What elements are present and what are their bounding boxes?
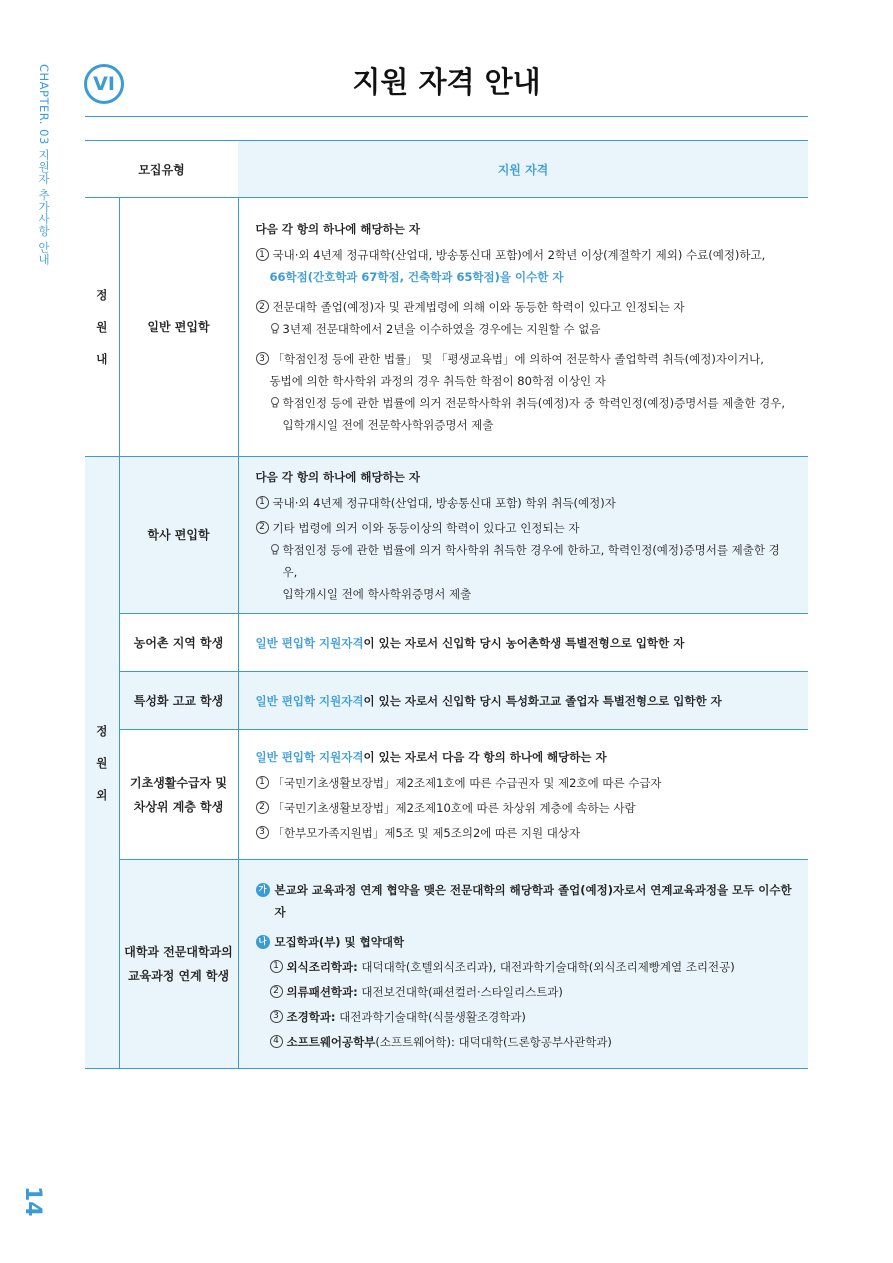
item-text: 「한부모가족지원법」제5조 및 제5조의2에 따른 지원 대상자 [272,825,581,840]
chapter-side-label: CHAPTER. 03 지원자 추가사항 안내 [37,64,51,266]
note [256,392,793,414]
qualification-general [238,198,808,457]
item-text: 국내·외 4년제 정규대학(산업대, 방송통신대 포함) 학위 취득(예정)자 [272,495,616,510]
qualification-highlight: 일반 편입학 지원자격 [255,693,364,708]
table-row-bachelor [85,457,808,614]
number-circle-icon: 1 [256,248,269,261]
type-line: 대학과 전문대학과의 [124,945,233,959]
department-desc: 대전보건대학(패션컬러·스타일리스트과) [357,984,563,999]
number-circle-icon: 4 [270,1035,283,1048]
note-text: 학점인정 등에 관한 법률에 의거 학사학위 취득한 경우에 한하고, 학력인정(예정)증명서를 제출한 경우, [282,542,780,579]
note [256,539,793,583]
item-text: 「국민기초생활보장법」제2조제10호에 따른 차상위 계층에 속하는 사람 [272,800,636,815]
list-item [256,296,793,318]
department-desc: (소프트웨어학): 대덕대학(드론항공부사관학과) [375,1034,612,1049]
item-text: 모집학과(부) 및 협약대학 [274,934,405,949]
qualification-table [85,140,808,1069]
item-text: 「학점인정 등에 관한 법률」 및 「평생교육법」에 의하여 전문학사 졸업학력 취득(예정)자이거나, [272,352,764,366]
item-continuation: 동법에 의한 학사학위 과정의 경우 취득한 학점이 80학점 이상인 자 [269,374,606,388]
page-title: 지원 자격 안내 [352,65,541,99]
department-desc: 대전과학기술대학(식물생활조경학과) [335,1009,526,1024]
lightbulb-icon [270,397,280,408]
category-char: 외 [96,787,108,802]
table-row-special [85,672,808,730]
qualification-basic [238,730,808,860]
category-char: 원 [96,320,108,334]
note-continuation: 입학개시일 전에 전문학사학위증명서 제출 [282,418,494,432]
number-circle-icon: 3 [256,826,269,839]
qualification-linked [238,860,808,1069]
department-desc: 대덕대학(호텔외식조리과), 대전과학기술대학(외식조리제빵계열 조리전공) [357,959,735,974]
item-highlight: 66학점(간호학과 67학점, 건축학과 65학점)을 이수한 자 [269,270,564,284]
list-item [256,822,793,844]
item-text: 본교와 교육과정 연계 협약을 맺은 전문대학의 해당학과 졸업(예정)자로서 연계교육과정을 모두 이수한 자 [274,882,792,919]
list-item [256,797,793,819]
department-name: 소프트웨어공학부 [286,1034,376,1049]
number-circle-icon: 2 [256,300,269,313]
qualification-special [238,672,808,730]
number-circle-icon: 1 [256,496,269,509]
type-general: 일반 편입학 [119,198,238,457]
category-inside [85,198,119,457]
number-circle-icon: 3 [256,352,269,365]
list-item [256,879,793,923]
letter-circle-icon: 나 [256,935,270,949]
qualification-text: 이 있는 자로서 신입학 당시 특성화고교 졸업자 특별전형으로 입학한 자 [363,693,722,708]
item-text: 전문대학 졸업(예정)자 및 관계법령에 의해 이와 동등한 학력이 있다고 인정되는 자 [272,300,685,314]
table-row-rural [85,614,808,672]
type-line: 차상위 계층 학생 [133,799,224,814]
header-type: 모집유형 [85,141,238,198]
type-bachelor: 학사 편입학 [119,457,238,614]
type-basic [119,730,238,860]
table-header-row [85,141,808,198]
qualification-bachelor [238,457,808,614]
title-divider [85,116,808,117]
type-rural: 농어촌 지역 학생 [119,614,238,672]
category-char: 정 [96,288,108,302]
list-item [256,517,793,539]
category-char: 원 [96,755,108,770]
type-line: 기초생활수급자 및 [130,775,227,790]
department-name: 조경학과: [286,1009,336,1024]
list-item [256,492,793,514]
lightbulb-icon [270,323,280,334]
qualification-text: 이 있는 자로서 다음 각 항의 하나에 해당하는 자 [363,749,607,764]
letter-circle-icon: 가 [256,883,270,897]
qualification-highlight: 일반 편입학 지원자격 [255,749,364,764]
list-item [256,931,793,953]
category-char: 정 [96,723,108,738]
note [256,318,793,340]
note-text: 3년제 전문대학에서 2년을 이수하였을 경우에는 지원할 수 없음 [282,322,601,336]
number-circle-icon: 3 [270,1010,283,1023]
qualification-lead: 다음 각 항의 하나에 해당하는 자 [255,222,420,236]
list-item [256,956,793,978]
item-text: 「국민기초생활보장법」제2조제1호에 따른 수급권자 및 제2호에 따른 수급자 [272,775,662,790]
table-row-general [85,198,808,457]
number-circle-icon: 2 [256,801,269,814]
type-linked [119,860,238,1069]
category-char: 내 [96,352,108,366]
number-circle-icon: 2 [256,521,269,534]
table-row-basic [85,730,808,860]
type-line: 교육과정 연계 학생 [127,969,230,983]
list-item [256,244,793,266]
type-special: 특성화 고교 학생 [119,672,238,730]
department-name: 외식조리학과: [286,959,358,974]
list-item [256,772,793,794]
number-circle-icon: 2 [270,985,283,998]
department-name: 의류패션학과: [286,984,358,999]
section-badge: VI [84,64,124,104]
qualification-lead [256,746,793,768]
header-qualification: 지원 자격 [238,141,808,198]
qualification-text: 이 있는 자로서 신입학 당시 농어촌학생 특별전형으로 입학한 자 [363,635,685,650]
table-row-linked [85,860,808,1069]
number-circle-icon: 1 [270,960,283,973]
list-item [256,1031,793,1053]
qualification-rural [238,614,808,672]
list-item [256,348,793,370]
page-number: 14 [20,1186,45,1217]
note-text: 학점인정 등에 관한 법률에 의거 전문학사학위 취득(예정)자 중 학력인정(예정)증명서를 제출한 경우, [282,396,786,410]
list-item [256,981,793,1003]
number-circle-icon: 1 [256,776,269,789]
category-outside [85,457,119,1069]
item-text: 국내·외 4년제 정규대학(산업대, 방송통신대 포함)에서 2학년 이상(계절학기 제외) 수료(예정)하고, [272,248,766,262]
qualification-highlight: 일반 편입학 지원자격 [255,635,364,650]
lightbulb-icon [270,544,280,555]
list-item [256,1006,793,1028]
item-text: 기타 법령에 의거 이와 동등이상의 학력이 있다고 인정되는 자 [272,520,580,535]
qualification-lead: 다음 각 항의 하나에 해당하는 자 [255,469,420,484]
note-continuation: 입학개시일 전에 학사학위증명서 제출 [282,586,472,601]
